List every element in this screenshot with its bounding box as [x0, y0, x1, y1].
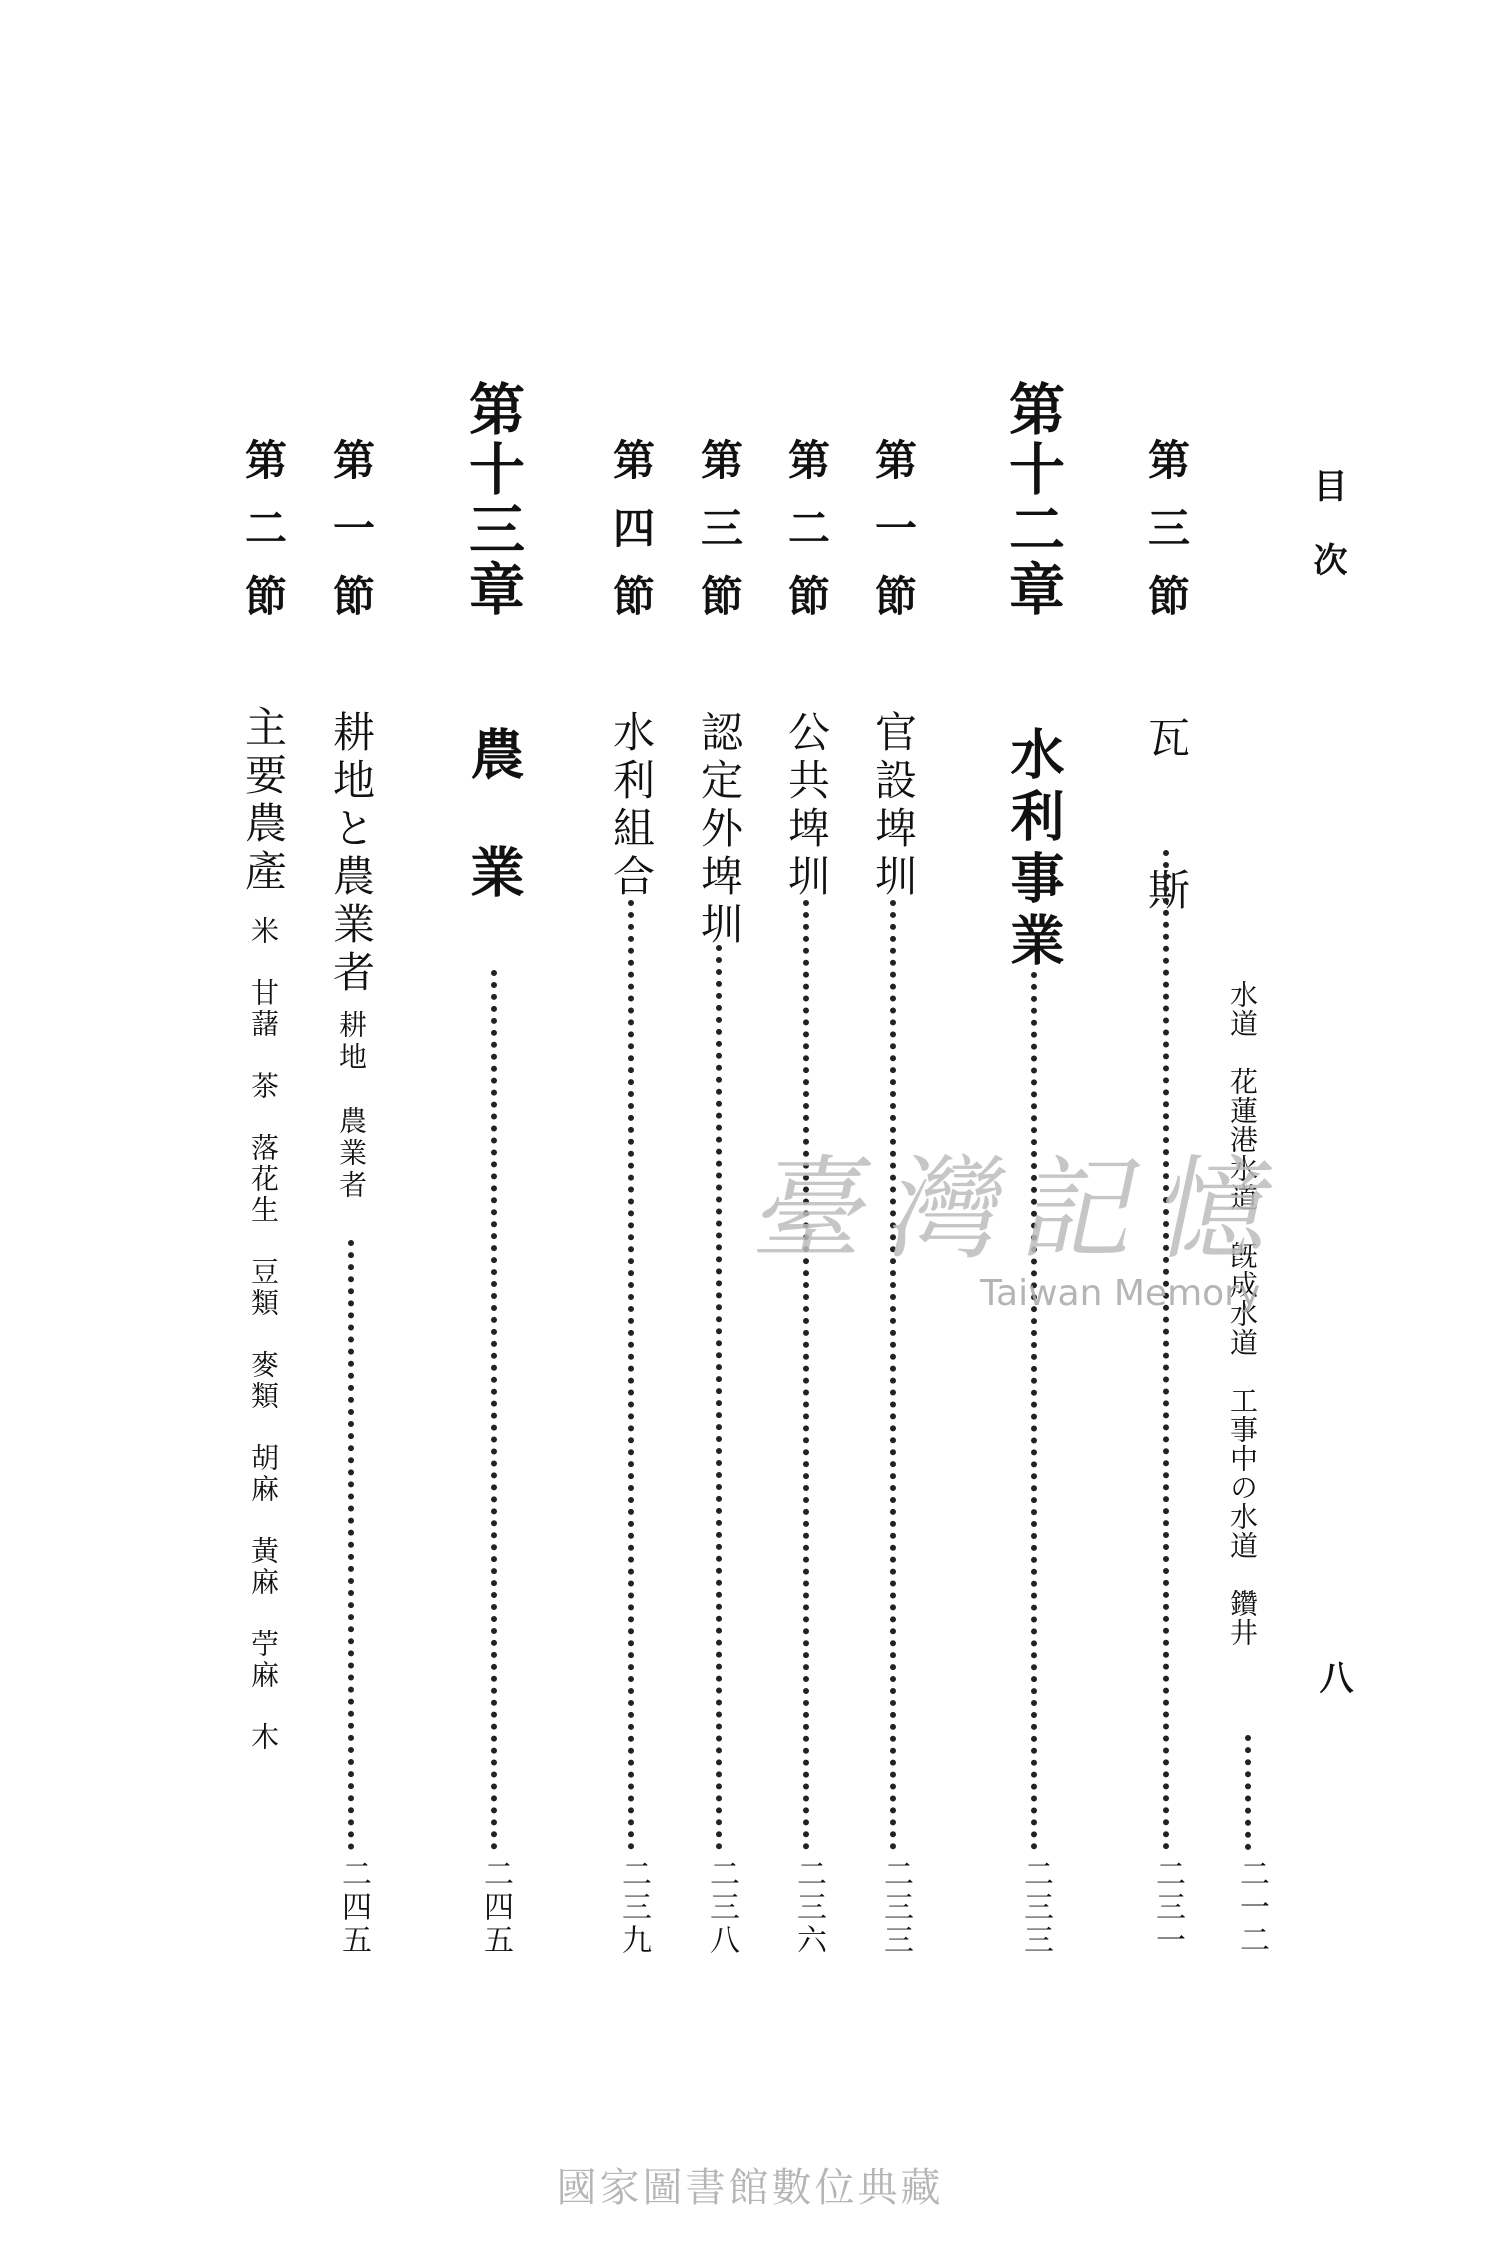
- section-title: 水利組合: [607, 710, 656, 902]
- dot-leader: [628, 900, 634, 1850]
- section-label: 第二節: [239, 438, 288, 642]
- dot-leader: [1031, 972, 1037, 1850]
- entry-page-number: 二三九: [616, 1858, 651, 1957]
- dot-leader: [1245, 1735, 1251, 1850]
- dot-leader: [890, 900, 896, 1850]
- footer-collection-credit: 國家圖書館數位典藏: [556, 2165, 944, 2211]
- entry-page-number: 二三三: [1018, 1858, 1053, 1957]
- dot-leader: [491, 970, 497, 1850]
- section-title: 認定外埤圳: [695, 710, 744, 950]
- entry-page-number: 二三六: [791, 1858, 826, 1957]
- entry-page-number: 二一二: [1234, 1858, 1269, 1957]
- page-number: 八: [1313, 1660, 1353, 1694]
- watermark-logo-text: 臺灣記憶: [744, 1145, 1308, 1275]
- dot-leader: [803, 900, 809, 1850]
- dot-leader: [1163, 850, 1169, 1850]
- chapter-label: 第十三章: [460, 380, 525, 620]
- entry-page-number: 二三一: [1150, 1858, 1185, 1957]
- dot-leader: [348, 1240, 354, 1850]
- entry-page-number: 二三八: [704, 1858, 739, 1957]
- section-label: 第三節: [1142, 438, 1191, 642]
- section-label: 第一節: [327, 438, 376, 642]
- section-label: 第四節: [607, 438, 656, 642]
- entry-page-number: 二四五: [336, 1858, 371, 1957]
- section-title: 主要農產: [239, 705, 288, 897]
- chapter-title: 水利事業: [1002, 726, 1065, 974]
- section-label: 第三節: [695, 438, 744, 642]
- page-header-title: 目次: [1307, 468, 1347, 616]
- section-label: 第一節: [869, 438, 918, 642]
- section-title: 瓦 斯: [1142, 716, 1191, 944]
- section-title: 耕地と農業者: [327, 710, 376, 998]
- entry-page-number: 二四五: [478, 1858, 513, 1957]
- chapter-label: 第十二章: [1000, 380, 1065, 620]
- dot-leader: [716, 945, 722, 1850]
- section-subitems: 耕地 農業者: [335, 1010, 368, 1202]
- watermark-subtitle: Taiwan Memory: [980, 1273, 1261, 1314]
- section-label: 第二節: [782, 438, 831, 642]
- section-subitems: 米 甘藷 茶 落花生 豆類 麥類 胡麻 黃麻 苧麻 木: [247, 916, 280, 1753]
- section-title: 公共埤圳: [782, 710, 831, 902]
- entry-water-subitems: 水道 花蓮港水道 旣成水道 工事中の水道 鑽井: [1226, 980, 1259, 1647]
- watermark: [744, 1120, 1308, 1314]
- entry-page-number: 二三三: [878, 1858, 913, 1957]
- chapter-title: 農業: [462, 726, 525, 962]
- section-title: 官設埤圳: [869, 710, 918, 902]
